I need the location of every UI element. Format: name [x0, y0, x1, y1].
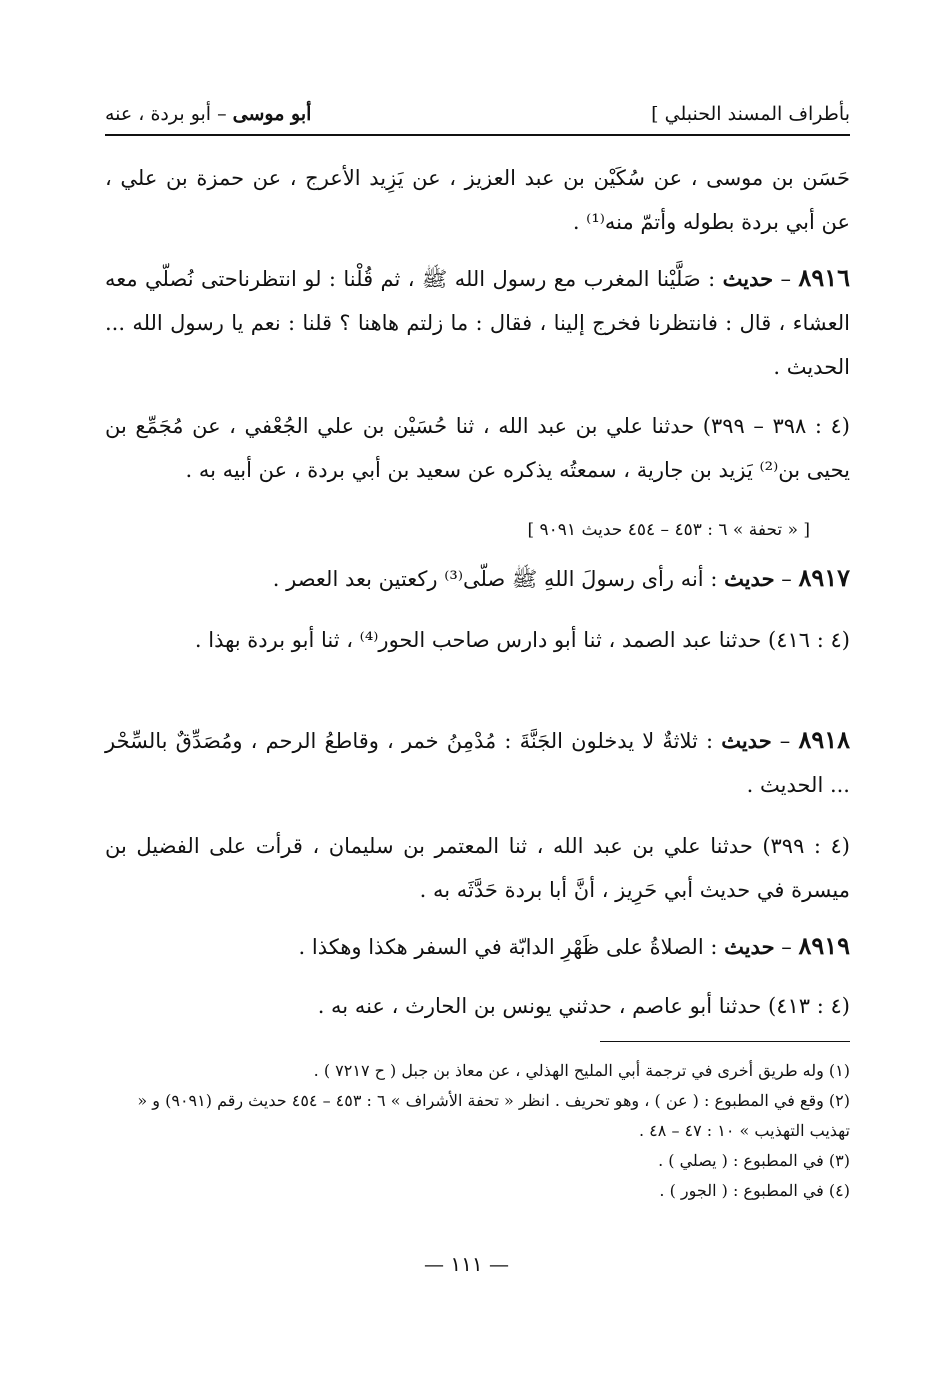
- hadith-8916: [105, 256, 850, 389]
- footnote-3: (٣) في المطبوع : ( يصلي ) .: [658, 1151, 850, 1170]
- hadith-text: : ثلاثةٌ لا يدخلون الجَنَّةَ : مُدْمِنُ خمر ، وقاطعُ الرحم ، ومُصَدِّقٌ بالسِّحْر ... الحديث .: [105, 729, 850, 797]
- header-rule: [105, 134, 850, 136]
- isnad-8916: [105, 404, 850, 492]
- running-header: [105, 96, 850, 132]
- isnad-text: (٤ : ٤١٦) حدثنا عبد الصمد ، ثنا أبو دارس صاحب الحور⁽⁴⁾ ، ثنا أبو بردة بهذا .: [194, 628, 850, 652]
- header-section-strong: أبو موسى: [232, 103, 312, 125]
- hadith-8918: [105, 718, 850, 807]
- hadith-number: ٨٩١٧: [798, 563, 850, 592]
- paragraph-text: حَسَن بن موسى ، عن سُكَيْن بن عبد العزيز ، عن يَزِيد الأعرج ، عن حمزة بن علي ، عن أبي بردة بطوله وأتمّ منه⁽¹⁾ .: [105, 166, 850, 234]
- footnote-rule: [600, 1041, 850, 1042]
- hadith-8917: [105, 556, 850, 601]
- hadith-number: ٨٩١٨: [798, 725, 850, 754]
- tuhfa-reference: [105, 508, 850, 552]
- hadith-entry: [105, 256, 850, 389]
- header-book-title: بأطراف المسند الحنبلي ]: [651, 103, 850, 125]
- isnad-text: (٤ : ٣٩٩) حدثنا علي بن عبد الله ، ثنا المعتمر بن سليمان ، قرأت على الفضيل بن ميسرة في حديث أبي حَرِيز ، أنَّ أبا بردة حَدَّثَه به .: [105, 834, 850, 902]
- header-section-rest: – أبو بردة ، عنه: [105, 103, 233, 125]
- page-number: — ١١١ —: [424, 1252, 509, 1276]
- paragraph-continuation: [105, 156, 850, 244]
- isnad-8918: [105, 824, 850, 912]
- hadith-text: : صَلَّيْنا المغرب مع رسول الله ﷺ ، ثم قُلْنا : لو انتظرناحتى نُصلّي معه العشاء ، قال : فانتظرنا فخرج إلينا ، فقال : ما زلتم هاهنا ؟ قلنا : نعم يا رسول الله ... الحديث .: [105, 267, 850, 379]
- hadith-text: : الصلاةُ على ظَهْرِ الدابّة في السفر هكذا وهكذا .: [298, 935, 725, 959]
- isnad-text: (٤ : ٤١٣) حدثنا أبو عاصم ، حدثني يونس بن الحارث ، عنه به .: [317, 994, 850, 1018]
- footnote-1: (١) وله طريق أخرى في ترجمة أبي المليح الهذلي ، عن معاذ بن جبل ( ح ٧٢١٧ ) .: [313, 1061, 850, 1080]
- hadith-number: ٨٩١٦: [798, 263, 850, 292]
- header-section-title: [105, 103, 311, 125]
- reference-text: [ « تحفة » ٦ : ٤٥٣ – ٤٥٤ حديث ٩٠٩١ ]: [527, 520, 810, 540]
- dash: –: [774, 567, 792, 591]
- footnotes: [105, 1056, 850, 1206]
- hadith-entry: [105, 556, 850, 601]
- hadith-keyword: حديث: [721, 728, 772, 753]
- dash: –: [774, 935, 792, 959]
- hadith-keyword: حديث: [724, 934, 775, 959]
- footnote-4: (٤) في المطبوع : ( الجور ) .: [659, 1181, 850, 1200]
- dash: –: [771, 729, 791, 753]
- hadith-keyword: حديث: [724, 566, 775, 591]
- dash: –: [773, 267, 792, 291]
- hadith-entry: [105, 924, 850, 969]
- isnad-8919: [105, 984, 850, 1028]
- hadith-entry: [105, 718, 850, 807]
- hadith-number: ٨٩١٩: [798, 931, 850, 960]
- isnad-text: (٤ : ٣٩٨ – ٣٩٩) حدثنا علي بن عبد الله ، ثنا حُسَيْن بن علي الجُعْفي ، عن مُجَمِّع بن يحيى بن⁽²⁾ يَزيد بن جارية ، سمعتُه يذكره عن سعيد بن أبي بردة ، عن أبيه به .: [105, 414, 850, 482]
- hadith-8919: [105, 924, 850, 969]
- hadith-text: : أنه رأى رسولَ اللهِ ﷺ صلّى⁽³⁾ ركعتين بعد العصر .: [272, 567, 725, 591]
- footnote-2: (٢) وقع في المطبوع : ( عن ) ، وهو تحريف . انظر « تحفة الأشراف » ٦ : ٤٥٣ – ٤٥٤ حديث رقم (٩٠٩١) و « تهذيب التهذيب » ١٠ : ٤٧ – ٤٨ .: [137, 1091, 850, 1140]
- hadith-keyword: حديث: [722, 266, 774, 291]
- isnad-8917: [105, 618, 850, 662]
